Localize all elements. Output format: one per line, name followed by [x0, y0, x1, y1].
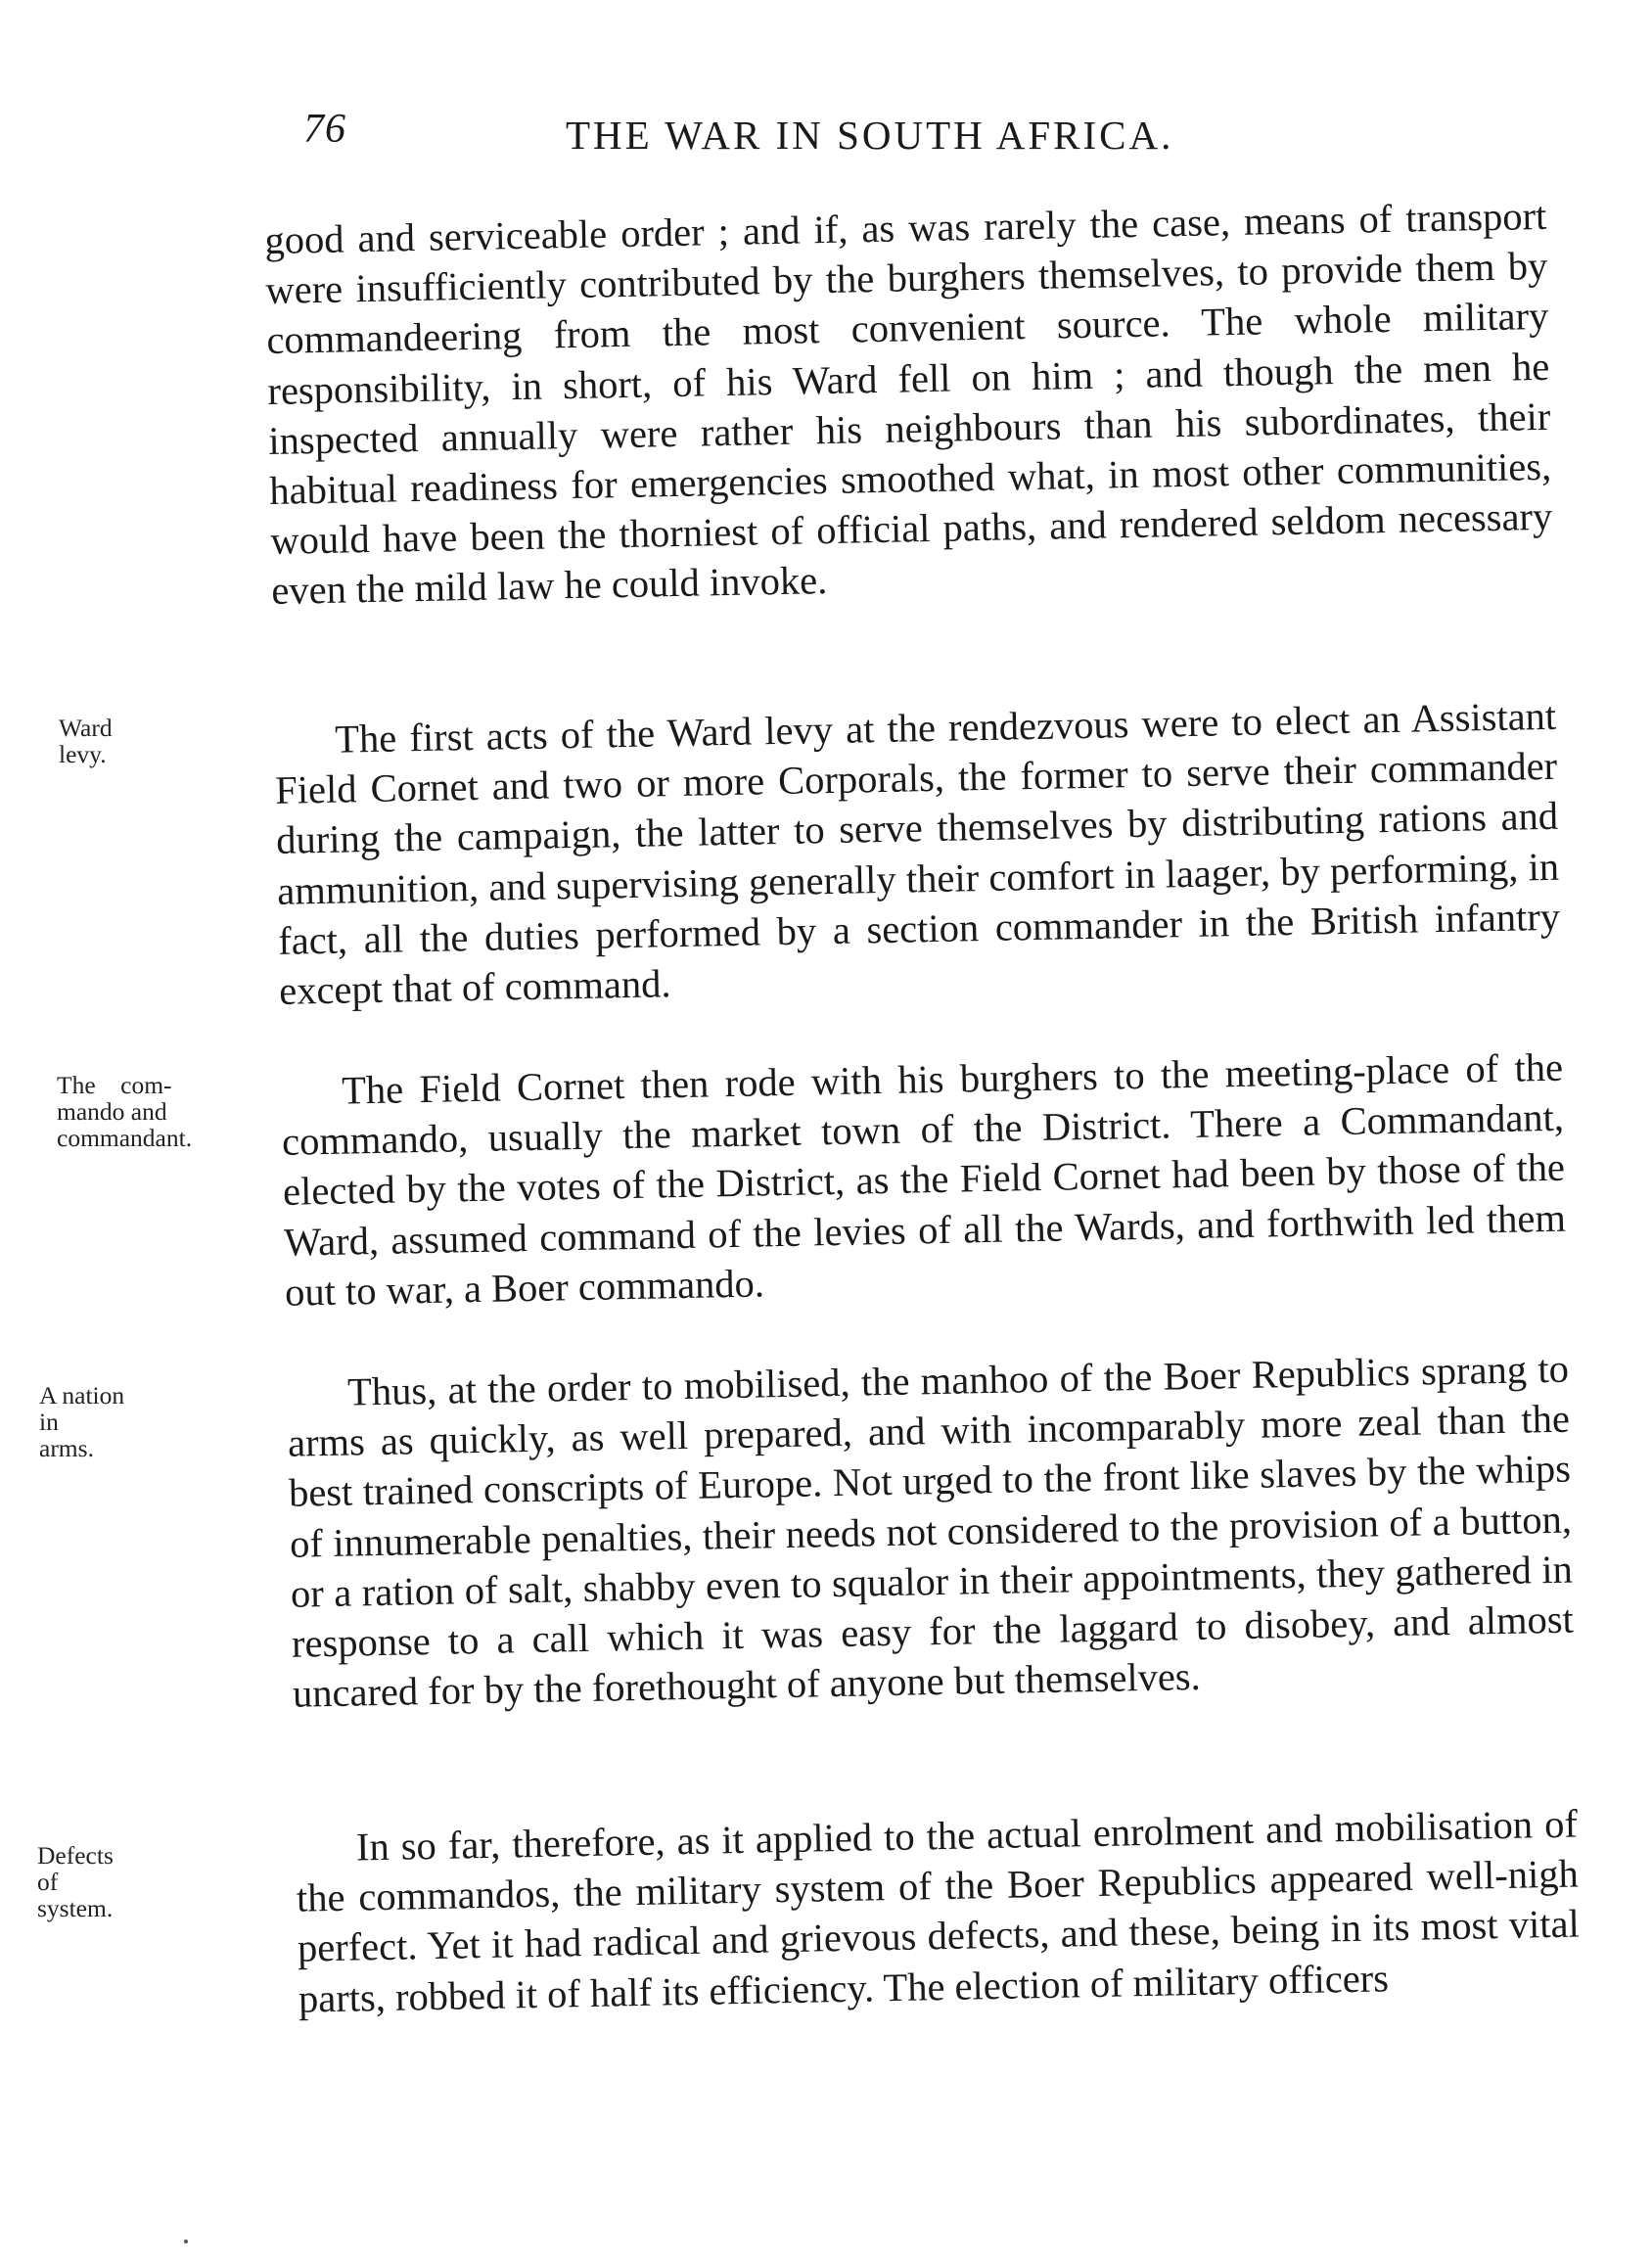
- sidenote-ward-levy: Ward levy.: [59, 714, 113, 768]
- paragraph-2: The first acts of the Ward levy at the rendezvous were to elect an Assistant Field Cornet and two or more Corporals, the former to serve their commander during the campaign, the latter to serve themselves by distributing rations and ammunition, and supervising generally their comfort in laager, by performing, in fact, all the duties performed by a section commander in the British infantry except that of command.: [274, 693, 1561, 1013]
- paragraph-4-block: [287, 1344, 1576, 1720]
- paragraph-4: Thus, at the order to mobilised, the manhoo of the Boer Republics sprang to arms as quickly, as well prepared, and with incomparably more zeal than the best trained conscripts of Europe. Not urged to the front like slaves by the whips of innumerable penalties, their needs not considered to the provision of a button, or a ration of salt, shabby even to squalor in their appointments, they gathered in response to a call which it was easy for the laggard to disobey, and almost uncared for by the forethought of anyone but themselves.: [287, 1346, 1575, 1716]
- paragraph-3-block: [281, 1042, 1568, 1317]
- paragraph-1: good and serviceable order ; and if, as was rarely the case, means of transport were insufficiently contributed by the burghers themselves, to provide them by commandeering from the most convenient source. The whole military responsibility, in short, of his Ward fell on him ; and though the men he inspected annually were rather his neighbours than his subordinates, their habitual readiness for emergencies smoothed what, in most other communities, would have been the thorniest of official paths, and rendered seldom necessary even the mild law he could invoke.: [264, 193, 1553, 614]
- paragraph-1-block: [264, 191, 1554, 617]
- running-header: [303, 106, 1302, 164]
- paragraph-3: The Field Cornet then rode with his burghers to the meeting-place of the commando, usually the market town of the District. There a Commandant, elected by the votes of the District, as the Field Cornet had been by those of the Ward, assumed command of the levies of all the Wards, and forthwith led them out to war, a Boer commando.: [281, 1044, 1567, 1315]
- running-title: THE WAR IN SOUTH AFRICA.: [566, 113, 1174, 158]
- sidenote-nation-in-arms: A nation in arms.: [39, 1381, 125, 1462]
- paragraph-2-block: [274, 691, 1562, 1016]
- body-text: [264, 191, 1581, 2021]
- scan-speck: [184, 2240, 188, 2243]
- paragraph-5-block: [296, 1799, 1582, 2024]
- sidenote-commando: The com- mando and commandant.: [57, 1071, 193, 1152]
- sidenote-defects: Defects of system.: [37, 1841, 114, 1922]
- page-number: 76: [303, 107, 346, 152]
- paragraph-5: In so far, therefore, as it applied to the actual enrolment and mobilisation of the commandos, the military system of the Boer Republics appeared well-nigh perfect. Yet it had radical and grievous defects, and these, being in its most vital parts, robbed it of half its efficiency. The election of military officers: [296, 1801, 1581, 2021]
